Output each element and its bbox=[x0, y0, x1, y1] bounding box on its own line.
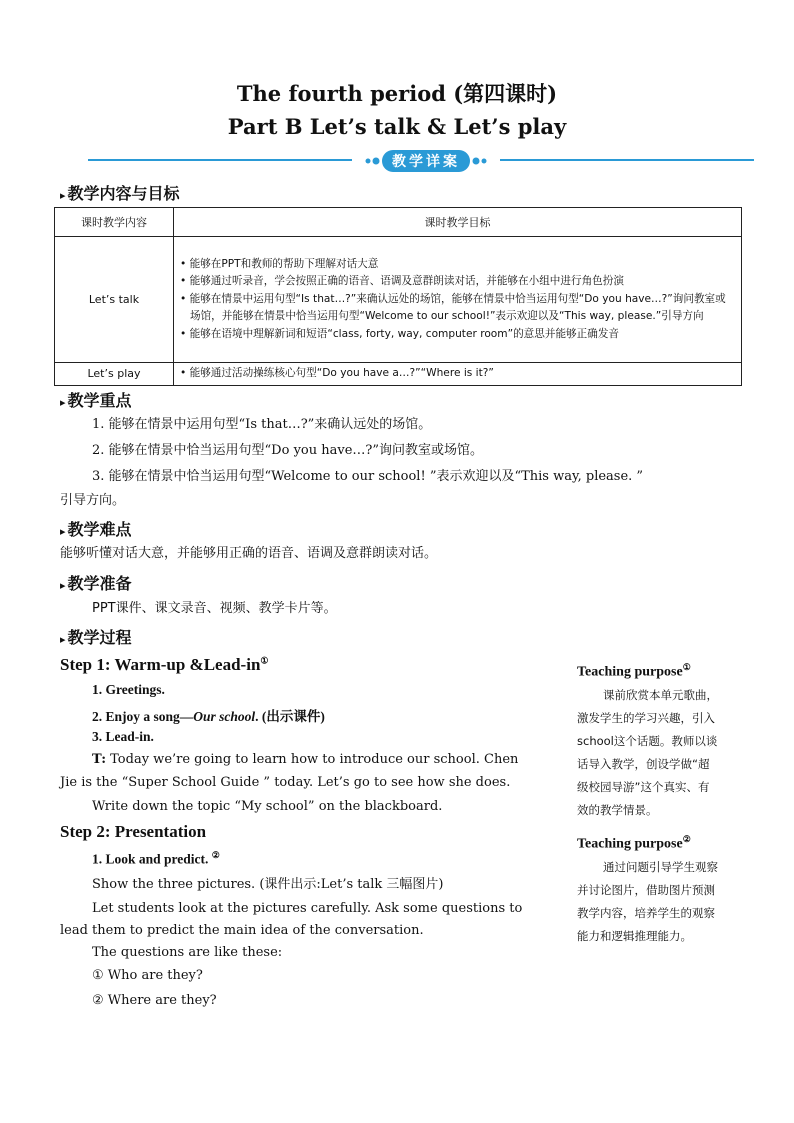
step2-instruction: Let students look at the pictures carefully. Ask some questions to bbox=[92, 901, 523, 916]
step1-teacher-line: T: Today we’re going to learn how to introduce our school. Chen bbox=[92, 752, 519, 767]
key-point-item: 1. 能够在情景中运用句型“Is that…?”来确认远处的场馆。 bbox=[92, 417, 432, 432]
table-cell-content: Let’s play bbox=[55, 363, 174, 386]
teaching-purpose-1-text: 课前欣赏本单元歌曲， 激发学生的学习兴趣，引入 school这个话题。教师以谈 话导入教学，创设学做“超 级校园导游”这个真实、有 效的教学情景。 bbox=[577, 688, 718, 817]
step1-teacher-line-continued: Jie is the “Super School Guide ” today. Let’s go to see how she does. bbox=[60, 775, 511, 790]
goals-table bbox=[54, 207, 742, 386]
difficult-points-text: 能够听懂对话大意，并能够用正确的语音、语调及意群朗读对话。 bbox=[60, 546, 438, 561]
section-heading-key-points: ▸ 教学重点 bbox=[60, 391, 132, 410]
header-divider bbox=[88, 150, 754, 170]
key-point-item: 2. 能够在情景中恰当运用句型“Do you have…?”询问教室或场馆。 bbox=[92, 443, 484, 458]
step1-title: Step 1: Warm-up &Lead-in① bbox=[60, 655, 269, 674]
step2-show-pictures: Show the three pictures. (课件出示:Let’s talk 三幅图片) bbox=[92, 877, 444, 892]
table-cell-goals: • 能够在PPT和教师的帮助下理解对话大意 • 能够通过听录音，学会按照正确的语音、语调及意群朗读对话，并能够在小组中进行角色扮演 • 能够在情景中运用句型“Is that…?”来确认远处的场馆，能够在情景中恰当运用句型“Do you have…?”询问教室或场馆，并能够在情景中恰当运用句型“Welcome to our school!”表示欢迎以及“This way, please.”引导方向 • 能够在语境中理解新词和短语“class, forty, way, computer room”的意思并能够正确发音 bbox=[174, 237, 742, 363]
preparation-text: PPT课件、课文录音、视频、教学卡片等。 bbox=[92, 601, 337, 616]
table-header-content: 课时教学内容 bbox=[55, 208, 174, 237]
teaching-purpose-2-text: 通过问题引导学生观察 并讨论图片，借助图片预测 教学内容，培养学生的观察 能力和逻辑推理能力。 bbox=[577, 860, 718, 943]
step2-question: ① Who are they? bbox=[92, 968, 203, 983]
lesson-plan-badge: 教学详案 bbox=[362, 150, 490, 172]
section-heading-content: ▸ 教学内容与目标 bbox=[60, 184, 180, 203]
step2-item-look-predict: 1. Look and predict. ② bbox=[92, 850, 220, 867]
section-heading-preparation: ▸ 教学准备 bbox=[60, 574, 132, 593]
key-point-item: 3. 能够在情景中恰当运用句型“Welcome to our school! ”表示欢迎以及“This way, please. ” bbox=[92, 469, 644, 484]
step1-write-topic: Write down the topic “My school” on the blackboard. bbox=[92, 799, 443, 814]
page-subtitle: Part B Let’s talk & Let’s play bbox=[227, 114, 567, 139]
step2-instruction-continued: lead them to predict the main idea of the conversation. bbox=[60, 923, 424, 938]
step2-title: Step 2: Presentation bbox=[60, 822, 207, 841]
section-heading-difficult-points: ▸ 教学难点 bbox=[60, 520, 132, 539]
section-heading-process: ▸ 教学过程 bbox=[60, 628, 132, 647]
key-point-item-continued: 引导方向。 bbox=[60, 493, 126, 508]
page-title: The fourth period (第四课时) bbox=[236, 81, 558, 106]
step1-item-lead-in: 3. Lead-in. bbox=[92, 729, 154, 744]
step1-item-song: 2. Enjoy a song—Our school. (出示课件) bbox=[92, 709, 325, 724]
teaching-purpose-2-title: Teaching purpose② bbox=[577, 834, 691, 852]
table-cell-goals: • 能够通过活动操练核心句型“Do you have a…?”“Where is it?” bbox=[174, 363, 742, 386]
step2-question: ② Where are they? bbox=[92, 993, 217, 1008]
table-header-goals: 课时教学目标 bbox=[174, 208, 742, 237]
step2-questions-intro: The questions are like these: bbox=[92, 945, 283, 960]
step1-item-greetings: 1. Greetings. bbox=[92, 682, 165, 697]
teaching-purpose-1-title: Teaching purpose① bbox=[577, 662, 691, 680]
table-cell-content: Let’s talk bbox=[55, 237, 174, 363]
